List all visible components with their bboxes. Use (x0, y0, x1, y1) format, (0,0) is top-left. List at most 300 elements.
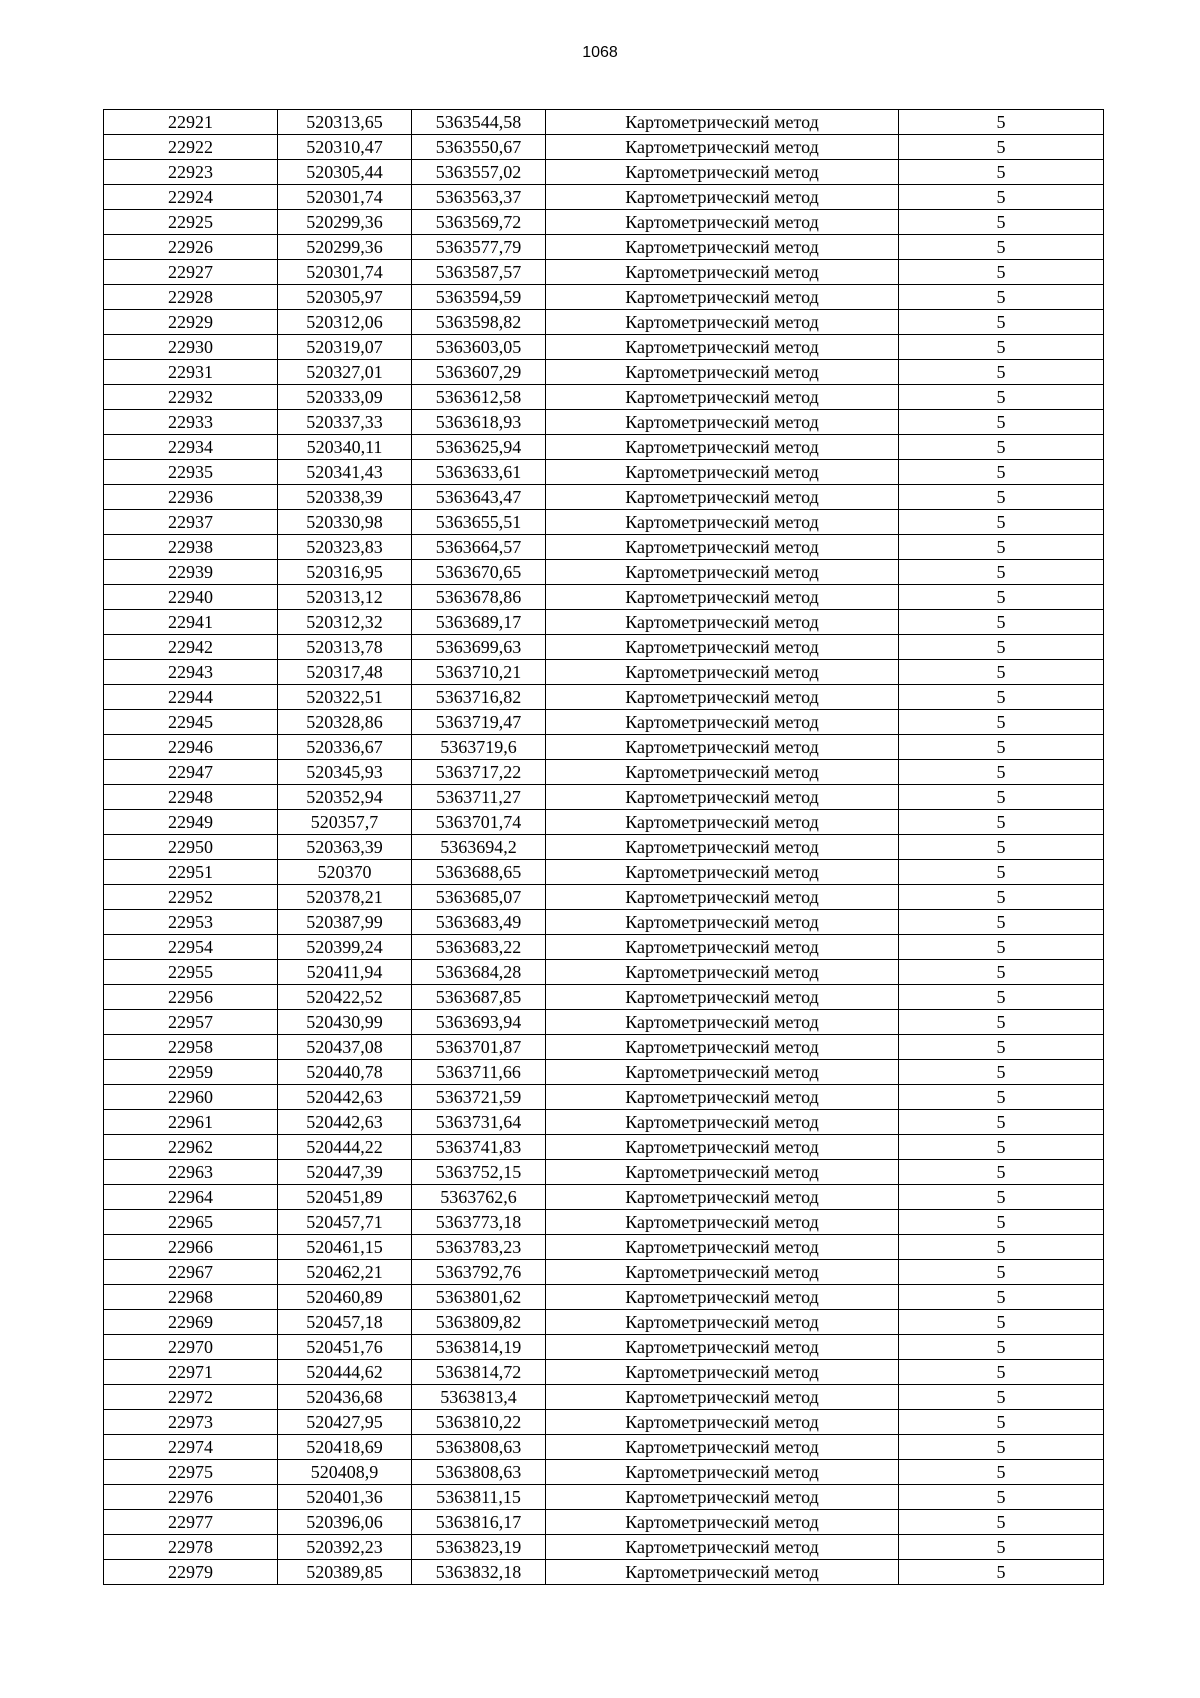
table-row (104, 860, 1104, 885)
table-row (104, 1135, 1104, 1160)
x-coordinate-cell: 520337,33 (278, 410, 412, 435)
point-number-cell: 22932 (104, 385, 278, 410)
x-coordinate-cell: 520313,12 (278, 585, 412, 610)
y-coordinate-cell: 5363752,15 (412, 1160, 546, 1185)
accuracy-cell: 5 (899, 1160, 1104, 1185)
accuracy-cell: 5 (899, 835, 1104, 860)
point-number-cell: 22965 (104, 1210, 278, 1235)
accuracy-cell: 5 (899, 1360, 1104, 1385)
y-coordinate-cell: 5363701,87 (412, 1035, 546, 1060)
point-number-cell: 22938 (104, 535, 278, 560)
point-number-cell: 22922 (104, 135, 278, 160)
point-number-cell: 22941 (104, 610, 278, 635)
method-cell: Картометрический метод (546, 985, 899, 1010)
point-number-cell: 22956 (104, 985, 278, 1010)
x-coordinate-cell: 520444,22 (278, 1135, 412, 1160)
point-number-cell: 22921 (104, 110, 278, 135)
table-row (104, 185, 1104, 210)
x-coordinate-cell: 520442,63 (278, 1110, 412, 1135)
y-coordinate-cell: 5363694,2 (412, 835, 546, 860)
accuracy-cell: 5 (899, 560, 1104, 585)
method-cell: Картометрический метод (546, 1060, 899, 1085)
table-row (104, 1310, 1104, 1335)
y-coordinate-cell: 5363808,63 (412, 1460, 546, 1485)
table-row (104, 210, 1104, 235)
y-coordinate-cell: 5363816,17 (412, 1510, 546, 1535)
y-coordinate-cell: 5363693,94 (412, 1010, 546, 1035)
accuracy-cell: 5 (899, 1510, 1104, 1535)
y-coordinate-cell: 5363683,22 (412, 935, 546, 960)
accuracy-cell: 5 (899, 1385, 1104, 1410)
x-coordinate-cell: 520436,68 (278, 1385, 412, 1410)
accuracy-cell: 5 (899, 1060, 1104, 1085)
method-cell: Картометрический метод (546, 460, 899, 485)
y-coordinate-cell: 5363633,61 (412, 460, 546, 485)
table-row (104, 1385, 1104, 1410)
method-cell: Картометрический метод (546, 1160, 899, 1185)
accuracy-cell: 5 (899, 1335, 1104, 1360)
table-row (104, 810, 1104, 835)
point-number-cell: 22926 (104, 235, 278, 260)
method-cell: Картометрический метод (546, 1460, 899, 1485)
x-coordinate-cell: 520328,86 (278, 710, 412, 735)
table-row (104, 735, 1104, 760)
y-coordinate-cell: 5363823,19 (412, 1535, 546, 1560)
x-coordinate-cell: 520363,39 (278, 835, 412, 860)
x-coordinate-cell: 520333,09 (278, 385, 412, 410)
x-coordinate-cell: 520396,06 (278, 1510, 412, 1535)
table-row (104, 1235, 1104, 1260)
table-row (104, 835, 1104, 860)
x-coordinate-cell: 520313,65 (278, 110, 412, 135)
x-coordinate-cell: 520437,08 (278, 1035, 412, 1060)
x-coordinate-cell: 520440,78 (278, 1060, 412, 1085)
method-cell: Картометрический метод (546, 110, 899, 135)
y-coordinate-cell: 5363678,86 (412, 585, 546, 610)
table-row (104, 135, 1104, 160)
table-row (104, 785, 1104, 810)
point-number-cell: 22937 (104, 510, 278, 535)
point-number-cell: 22969 (104, 1310, 278, 1335)
y-coordinate-cell: 5363655,51 (412, 510, 546, 535)
table-row (104, 435, 1104, 460)
point-number-cell: 22973 (104, 1410, 278, 1435)
method-cell: Картометрический метод (546, 610, 899, 635)
y-coordinate-cell: 5363687,85 (412, 985, 546, 1010)
point-number-cell: 22978 (104, 1535, 278, 1560)
table-row (104, 485, 1104, 510)
point-number-cell: 22950 (104, 835, 278, 860)
table-row (104, 985, 1104, 1010)
accuracy-cell: 5 (899, 410, 1104, 435)
point-number-cell: 22925 (104, 210, 278, 235)
x-coordinate-cell: 520399,24 (278, 935, 412, 960)
method-cell: Картометрический метод (546, 935, 899, 960)
x-coordinate-cell: 520336,67 (278, 735, 412, 760)
method-cell: Картометрический метод (546, 860, 899, 885)
y-coordinate-cell: 5363612,58 (412, 385, 546, 410)
y-coordinate-cell: 5363721,59 (412, 1085, 546, 1110)
x-coordinate-cell: 520392,23 (278, 1535, 412, 1560)
method-cell: Картометрический метод (546, 835, 899, 860)
point-number-cell: 22945 (104, 710, 278, 735)
accuracy-cell: 5 (899, 135, 1104, 160)
y-coordinate-cell: 5363625,94 (412, 435, 546, 460)
table-row (104, 1010, 1104, 1035)
point-number-cell: 22943 (104, 660, 278, 685)
accuracy-cell: 5 (899, 260, 1104, 285)
accuracy-cell: 5 (899, 1535, 1104, 1560)
y-coordinate-cell: 5363801,62 (412, 1285, 546, 1310)
accuracy-cell: 5 (899, 760, 1104, 785)
point-number-cell: 22963 (104, 1160, 278, 1185)
point-number-cell: 22975 (104, 1460, 278, 1485)
point-number-cell: 22959 (104, 1060, 278, 1085)
y-coordinate-cell: 5363731,64 (412, 1110, 546, 1135)
point-number-cell: 22927 (104, 260, 278, 285)
point-number-cell: 22933 (104, 410, 278, 435)
point-number-cell: 22961 (104, 1110, 278, 1135)
table-row (104, 1210, 1104, 1235)
method-cell: Картометрический метод (546, 260, 899, 285)
table-row (104, 635, 1104, 660)
table-row (104, 1060, 1104, 1085)
method-cell: Картометрический метод (546, 160, 899, 185)
y-coordinate-cell: 5363814,72 (412, 1360, 546, 1385)
method-cell: Картометрический метод (546, 285, 899, 310)
table-row (104, 660, 1104, 685)
table-row (104, 1285, 1104, 1310)
accuracy-cell: 5 (899, 285, 1104, 310)
x-coordinate-cell: 520401,36 (278, 1485, 412, 1510)
method-cell: Картометрический метод (546, 1535, 899, 1560)
accuracy-cell: 5 (899, 1185, 1104, 1210)
x-coordinate-cell: 520345,93 (278, 760, 412, 785)
x-coordinate-cell: 520312,32 (278, 610, 412, 635)
coordinates-table-body (104, 110, 1104, 1585)
x-coordinate-cell: 520313,78 (278, 635, 412, 660)
y-coordinate-cell: 5363701,74 (412, 810, 546, 835)
x-coordinate-cell: 520305,97 (278, 285, 412, 310)
page-number: 1068 (582, 44, 618, 61)
table-row (104, 1035, 1104, 1060)
y-coordinate-cell: 5363577,79 (412, 235, 546, 260)
accuracy-cell: 5 (899, 1235, 1104, 1260)
method-cell: Картометрический метод (546, 735, 899, 760)
accuracy-cell: 5 (899, 310, 1104, 335)
table-row (104, 310, 1104, 335)
table-row (104, 885, 1104, 910)
x-coordinate-cell: 520422,52 (278, 985, 412, 1010)
point-number-cell: 22967 (104, 1260, 278, 1285)
point-number-cell: 22954 (104, 935, 278, 960)
x-coordinate-cell: 520408,9 (278, 1460, 412, 1485)
accuracy-cell: 5 (899, 860, 1104, 885)
table-row (104, 685, 1104, 710)
method-cell: Картометрический метод (546, 910, 899, 935)
table-row (104, 610, 1104, 635)
method-cell: Картометрический метод (546, 1285, 899, 1310)
accuracy-cell: 5 (899, 235, 1104, 260)
x-coordinate-cell: 520462,21 (278, 1260, 412, 1285)
point-number-cell: 22949 (104, 810, 278, 835)
y-coordinate-cell: 5363762,6 (412, 1185, 546, 1210)
accuracy-cell: 5 (899, 1110, 1104, 1135)
y-coordinate-cell: 5363711,66 (412, 1060, 546, 1085)
x-coordinate-cell: 520457,18 (278, 1310, 412, 1335)
accuracy-cell: 5 (899, 1460, 1104, 1485)
y-coordinate-cell: 5363741,83 (412, 1135, 546, 1160)
method-cell: Картометрический метод (546, 235, 899, 260)
x-coordinate-cell: 520427,95 (278, 1410, 412, 1435)
table-row (104, 1410, 1104, 1435)
y-coordinate-cell: 5363587,57 (412, 260, 546, 285)
y-coordinate-cell: 5363773,18 (412, 1210, 546, 1235)
method-cell: Картометрический метод (546, 1310, 899, 1335)
point-number-cell: 22977 (104, 1510, 278, 1535)
table-row (104, 910, 1104, 935)
method-cell: Картометрический метод (546, 360, 899, 385)
x-coordinate-cell: 520310,47 (278, 135, 412, 160)
point-number-cell: 22947 (104, 760, 278, 785)
point-number-cell: 22934 (104, 435, 278, 460)
method-cell: Картометрический метод (546, 1410, 899, 1435)
accuracy-cell: 5 (899, 685, 1104, 710)
y-coordinate-cell: 5363670,65 (412, 560, 546, 585)
x-coordinate-cell: 520389,85 (278, 1560, 412, 1585)
accuracy-cell: 5 (899, 1135, 1104, 1160)
accuracy-cell: 5 (899, 885, 1104, 910)
accuracy-cell: 5 (899, 660, 1104, 685)
x-coordinate-cell: 520338,39 (278, 485, 412, 510)
x-coordinate-cell: 520357,7 (278, 810, 412, 835)
y-coordinate-cell: 5363699,63 (412, 635, 546, 660)
method-cell: Картометрический метод (546, 485, 899, 510)
x-coordinate-cell: 520305,44 (278, 160, 412, 185)
method-cell: Картометрический метод (546, 1085, 899, 1110)
x-coordinate-cell: 520378,21 (278, 885, 412, 910)
table-row (104, 410, 1104, 435)
x-coordinate-cell: 520312,06 (278, 310, 412, 335)
table-row (104, 560, 1104, 585)
accuracy-cell: 5 (899, 710, 1104, 735)
point-number-cell: 22968 (104, 1285, 278, 1310)
y-coordinate-cell: 5363550,67 (412, 135, 546, 160)
point-number-cell: 22928 (104, 285, 278, 310)
method-cell: Картометрический метод (546, 410, 899, 435)
y-coordinate-cell: 5363683,49 (412, 910, 546, 935)
point-number-cell: 22944 (104, 685, 278, 710)
method-cell: Картометрический метод (546, 335, 899, 360)
method-cell: Картометрический метод (546, 585, 899, 610)
y-coordinate-cell: 5363618,93 (412, 410, 546, 435)
table-row (104, 385, 1104, 410)
accuracy-cell: 5 (899, 585, 1104, 610)
point-number-cell: 22960 (104, 1085, 278, 1110)
table-row (104, 1510, 1104, 1535)
method-cell: Картометрический метод (546, 1510, 899, 1535)
table-row (104, 535, 1104, 560)
method-cell: Картометрический метод (546, 510, 899, 535)
accuracy-cell: 5 (899, 635, 1104, 660)
y-coordinate-cell: 5363598,82 (412, 310, 546, 335)
accuracy-cell: 5 (899, 1410, 1104, 1435)
y-coordinate-cell: 5363783,23 (412, 1235, 546, 1260)
accuracy-cell: 5 (899, 610, 1104, 635)
y-coordinate-cell: 5363809,82 (412, 1310, 546, 1335)
x-coordinate-cell: 520330,98 (278, 510, 412, 535)
accuracy-cell: 5 (899, 185, 1104, 210)
accuracy-cell: 5 (899, 1035, 1104, 1060)
y-coordinate-cell: 5363811,15 (412, 1485, 546, 1510)
y-coordinate-cell: 5363603,05 (412, 335, 546, 360)
y-coordinate-cell: 5363792,76 (412, 1260, 546, 1285)
y-coordinate-cell: 5363814,19 (412, 1335, 546, 1360)
table-row (104, 260, 1104, 285)
method-cell: Картометрический метод (546, 535, 899, 560)
y-coordinate-cell: 5363569,72 (412, 210, 546, 235)
accuracy-cell: 5 (899, 485, 1104, 510)
table-row (104, 235, 1104, 260)
x-coordinate-cell: 520340,11 (278, 435, 412, 460)
method-cell: Картометрический метод (546, 810, 899, 835)
point-number-cell: 22939 (104, 560, 278, 585)
x-coordinate-cell: 520341,43 (278, 460, 412, 485)
table-row (104, 360, 1104, 385)
y-coordinate-cell: 5363688,65 (412, 860, 546, 885)
table-row (104, 285, 1104, 310)
point-number-cell: 22953 (104, 910, 278, 935)
accuracy-cell: 5 (899, 1485, 1104, 1510)
point-number-cell: 22930 (104, 335, 278, 360)
table-row (104, 1435, 1104, 1460)
y-coordinate-cell: 5363563,37 (412, 185, 546, 210)
x-coordinate-cell: 520352,94 (278, 785, 412, 810)
method-cell: Картометрический метод (546, 1560, 899, 1585)
y-coordinate-cell: 5363717,22 (412, 760, 546, 785)
y-coordinate-cell: 5363719,6 (412, 735, 546, 760)
point-number-cell: 22929 (104, 310, 278, 335)
accuracy-cell: 5 (899, 1560, 1104, 1585)
table-row (104, 1160, 1104, 1185)
method-cell: Картометрический метод (546, 785, 899, 810)
accuracy-cell: 5 (899, 810, 1104, 835)
point-number-cell: 22957 (104, 1010, 278, 1035)
accuracy-cell: 5 (899, 360, 1104, 385)
accuracy-cell: 5 (899, 335, 1104, 360)
table-row (104, 1335, 1104, 1360)
accuracy-cell: 5 (899, 1260, 1104, 1285)
accuracy-cell: 5 (899, 160, 1104, 185)
y-coordinate-cell: 5363643,47 (412, 485, 546, 510)
method-cell: Картометрический метод (546, 1010, 899, 1035)
x-coordinate-cell: 520451,76 (278, 1335, 412, 1360)
x-coordinate-cell: 520461,15 (278, 1235, 412, 1260)
table-row (104, 1535, 1104, 1560)
method-cell: Картометрический метод (546, 660, 899, 685)
method-cell: Картометрический метод (546, 1335, 899, 1360)
accuracy-cell: 5 (899, 110, 1104, 135)
y-coordinate-cell: 5363719,47 (412, 710, 546, 735)
point-number-cell: 22924 (104, 185, 278, 210)
accuracy-cell: 5 (899, 735, 1104, 760)
method-cell: Картометрический метод (546, 385, 899, 410)
table-row (104, 460, 1104, 485)
method-cell: Картометрический метод (546, 685, 899, 710)
accuracy-cell: 5 (899, 535, 1104, 560)
x-coordinate-cell: 520299,36 (278, 210, 412, 235)
table-row (104, 160, 1104, 185)
method-cell: Картометрический метод (546, 135, 899, 160)
table-row (104, 335, 1104, 360)
point-number-cell: 22958 (104, 1035, 278, 1060)
x-coordinate-cell: 520442,63 (278, 1085, 412, 1110)
method-cell: Картометрический метод (546, 710, 899, 735)
y-coordinate-cell: 5363557,02 (412, 160, 546, 185)
y-coordinate-cell: 5363664,57 (412, 535, 546, 560)
accuracy-cell: 5 (899, 210, 1104, 235)
point-number-cell: 22940 (104, 585, 278, 610)
point-number-cell: 22936 (104, 485, 278, 510)
method-cell: Картометрический метод (546, 1110, 899, 1135)
table-row (104, 1110, 1104, 1135)
y-coordinate-cell: 5363594,59 (412, 285, 546, 310)
x-coordinate-cell: 520447,39 (278, 1160, 412, 1185)
y-coordinate-cell: 5363685,07 (412, 885, 546, 910)
x-coordinate-cell: 520317,48 (278, 660, 412, 685)
table-row (104, 1085, 1104, 1110)
y-coordinate-cell: 5363689,17 (412, 610, 546, 635)
table-row (104, 585, 1104, 610)
y-coordinate-cell: 5363544,58 (412, 110, 546, 135)
accuracy-cell: 5 (899, 935, 1104, 960)
x-coordinate-cell: 520451,89 (278, 1185, 412, 1210)
x-coordinate-cell: 520316,95 (278, 560, 412, 585)
method-cell: Картометрический метод (546, 1135, 899, 1160)
table-row (104, 1485, 1104, 1510)
point-number-cell: 22971 (104, 1360, 278, 1385)
point-number-cell: 22962 (104, 1135, 278, 1160)
point-number-cell: 22946 (104, 735, 278, 760)
table-row (104, 110, 1104, 135)
accuracy-cell: 5 (899, 1310, 1104, 1335)
point-number-cell: 22964 (104, 1185, 278, 1210)
point-number-cell: 22974 (104, 1435, 278, 1460)
table-row (104, 1560, 1104, 1585)
x-coordinate-cell: 520322,51 (278, 685, 412, 710)
table-row (104, 760, 1104, 785)
method-cell: Картометрический метод (546, 210, 899, 235)
accuracy-cell: 5 (899, 1435, 1104, 1460)
method-cell: Картометрический метод (546, 1235, 899, 1260)
method-cell: Картометрический метод (546, 435, 899, 460)
accuracy-cell: 5 (899, 1085, 1104, 1110)
accuracy-cell: 5 (899, 1010, 1104, 1035)
method-cell: Картометрический метод (546, 185, 899, 210)
method-cell: Картометрический метод (546, 310, 899, 335)
point-number-cell: 22966 (104, 1235, 278, 1260)
x-coordinate-cell: 520430,99 (278, 1010, 412, 1035)
y-coordinate-cell: 5363607,29 (412, 360, 546, 385)
accuracy-cell: 5 (899, 510, 1104, 535)
table-row (104, 935, 1104, 960)
accuracy-cell: 5 (899, 385, 1104, 410)
method-cell: Картометрический метод (546, 1360, 899, 1385)
method-cell: Картометрический метод (546, 1210, 899, 1235)
x-coordinate-cell: 520319,07 (278, 335, 412, 360)
method-cell: Картометрический метод (546, 960, 899, 985)
coordinates-table (103, 109, 1104, 1585)
